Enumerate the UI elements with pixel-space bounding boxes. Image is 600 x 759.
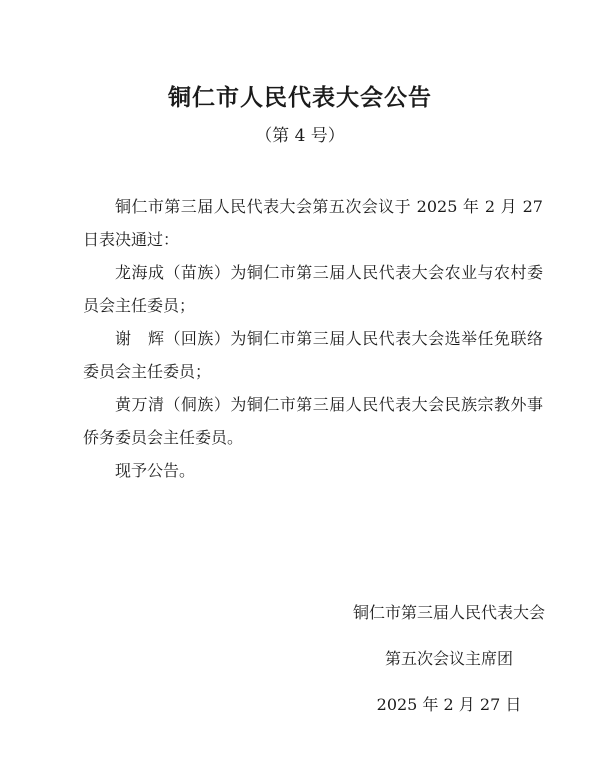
document-title: 铜仁市人民代表大会公告	[168, 84, 432, 111]
signature-issuer: 铜仁市第三届人民代表大会	[352, 603, 545, 622]
paragraph-appointment-3: 黄万清（侗族）为铜仁市第三届人民代表大会民族宗教外事侨务委员会主任委员。	[83, 395, 543, 447]
announcement-body	[83, 190, 543, 487]
paragraph-closing: 现予公告。	[115, 461, 196, 480]
announcement-number: （第 4 号）	[255, 126, 345, 146]
signature-date: 2025 年 2 月 27 日	[376, 695, 522, 714]
paragraph-appointment-1: 龙海成（苗族）为铜仁市第三届人民代表大会农业与农村委员会主任委员；	[83, 263, 543, 315]
signature-body: 第五次会议主席团	[384, 649, 513, 668]
signature-block	[353, 590, 545, 728]
paragraph-intro: 铜仁市第三届人民代表大会第五次会议于 2025 年 2 月 27 日表决通过：	[83, 197, 543, 249]
paragraph-appointment-2: 谢 辉（回族）为铜仁市第三届人民代表大会选举任免联络委员会主任委员；	[83, 329, 543, 381]
